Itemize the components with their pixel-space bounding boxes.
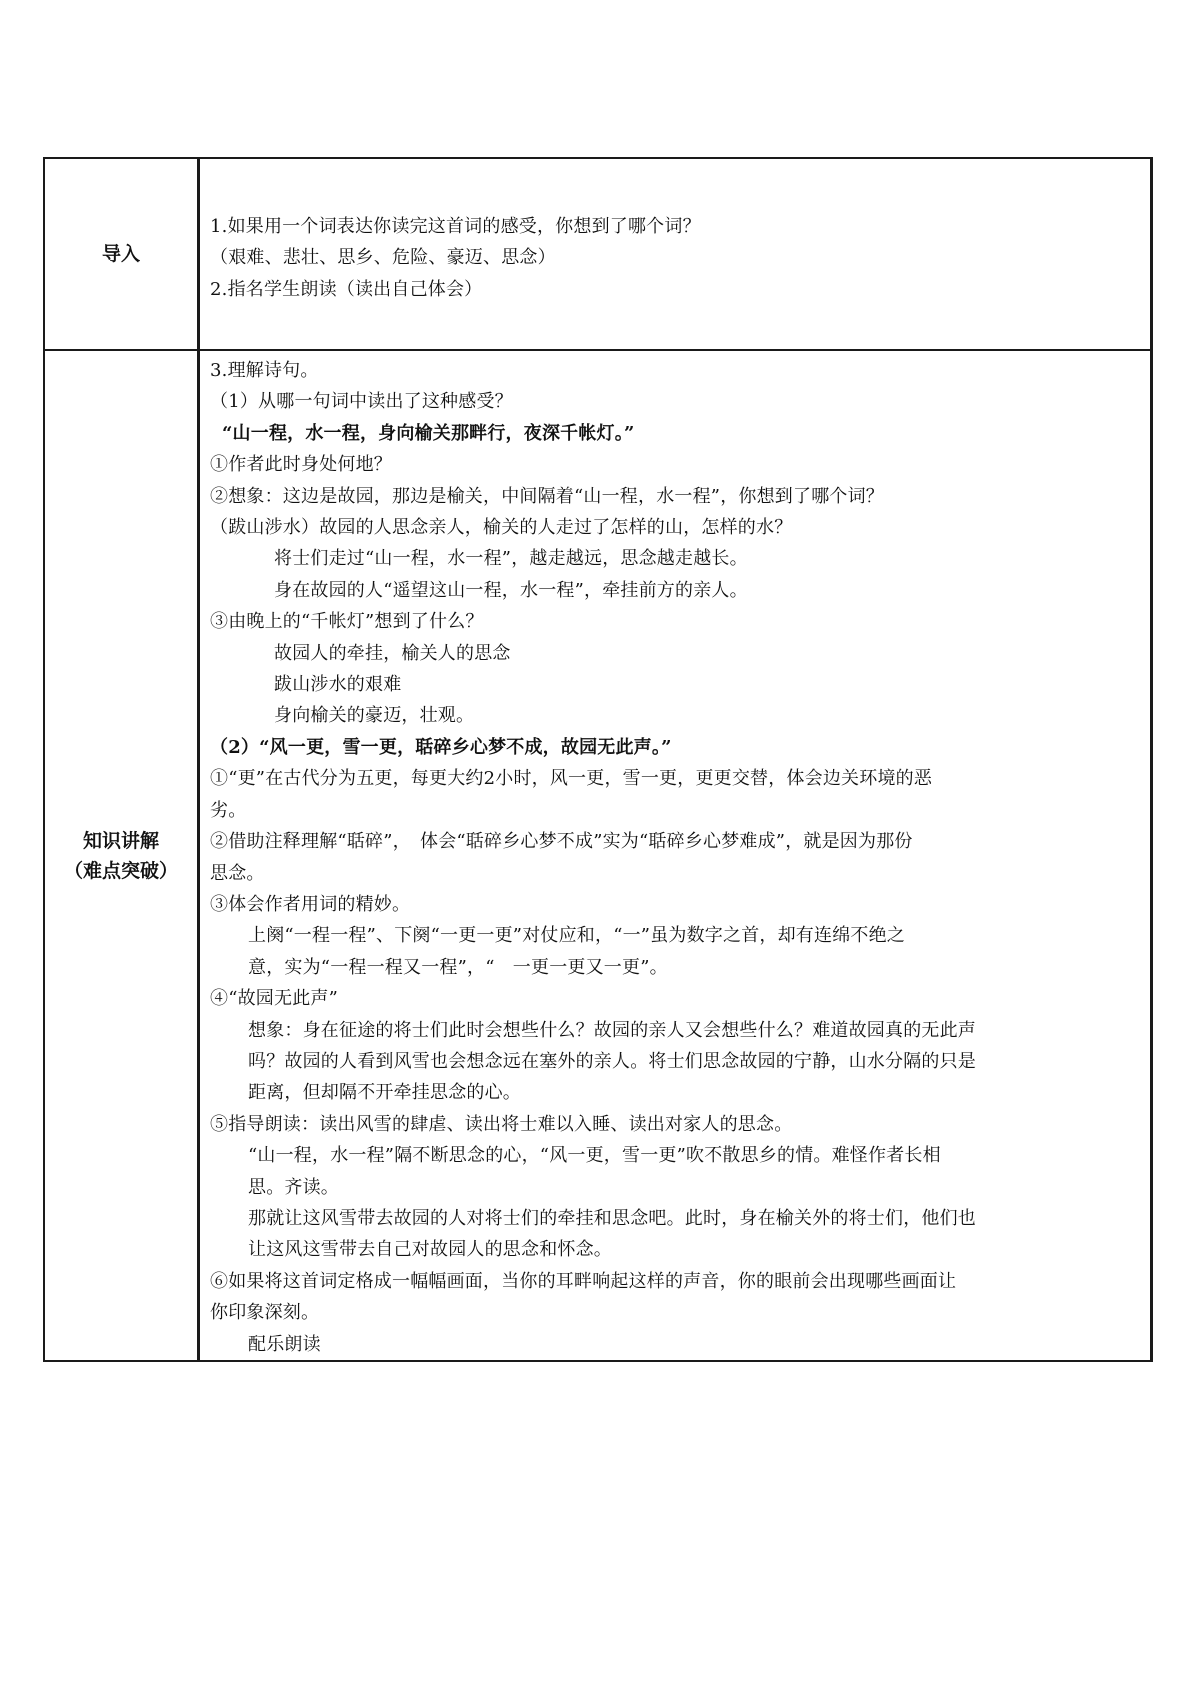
point-2-2-b: 思念。	[210, 862, 265, 884]
intro-content	[200, 159, 1150, 305]
point-2-4-detail-a: 想象：身在征途的将士们此时会想些什么？故园的亲人又会想些什么？难道故园真的无此声	[248, 1019, 976, 1041]
verse-line-1: “山一程，水一程，身向榆关那畔行，夜深千帐灯。”	[222, 422, 635, 444]
point-2-4-detail-b: 吗？故园的人看到风雪也会想念远在塞外的亲人。将士们思念故园的宁静，山水分隔的只是	[248, 1050, 976, 1072]
point-2-3: ③体会作者用词的精妙。	[210, 893, 411, 915]
point-2-2-a: ②借助注释理解“聒碎”， 体会“聒碎乡心梦不成”实为“聒碎乡心梦难成”，就是因为那份	[210, 831, 913, 853]
knowledge-label-cell	[44, 350, 199, 1361]
verse-line-2: （2）“风一更，雪一更，聒碎乡心梦不成，故园无此声。”	[210, 736, 672, 758]
point-2-1-a: ①“更”在古代分为五更，每更大约2小时，风一更，雪一更，更更交替，体会边关环境的恶	[210, 768, 933, 790]
intro-label: 导入	[101, 243, 140, 265]
point-1-1: ①作者此时身处何地？	[210, 454, 392, 476]
intro-line-1: 1.如果用一个词表达你读完这首词的感受，你想到了哪个词？	[210, 216, 701, 237]
intro-line-3: 2.指名学生朗读（读出自己体会）	[210, 278, 483, 300]
point-2-3-detail-a: 上阕“一程一程”、下阕“一更一更”对仗应和，“一”虽为数字之首，却有连绵不绝之	[248, 925, 906, 947]
point-2-5-detail-a: “山一程，水一程”隔不断思念的心，“风一更，雪一更”吹不散思乡的情。难怪作者长相	[248, 1145, 941, 1167]
point-1-2-detail-2: 身在故园的人“遥望这山一程，水一程”，牵挂前方的亲人。	[274, 579, 748, 601]
point-1-2-answer: （跋山涉水）故园的人思念亲人，榆关的人走过了怎样的山，怎样的水？	[210, 517, 793, 539]
knowledge-label-line2: （难点突破）	[63, 859, 178, 882]
closing-activity: 配乐朗读	[248, 1333, 321, 1355]
intro-line-2: （艰难、悲壮、思乡、危险、豪迈、思念）	[210, 247, 556, 269]
knowledge-content-cell	[199, 350, 1152, 1361]
lesson-plan-table	[43, 157, 1153, 1362]
intro-row	[44, 158, 1152, 350]
point-1-3-detail-3: 身向榆关的豪迈，壮观。	[274, 705, 475, 727]
point-2-6-b: 你印象深刻。	[210, 1302, 320, 1324]
point-2-4: ④“故园无此声”	[210, 988, 339, 1010]
point-2-1-b: 劣。	[210, 799, 247, 821]
point-1-2-detail-1: 将士们走过“山一程，水一程”，越走越远，思念越走越长。	[274, 548, 748, 570]
knowledge-content	[200, 351, 1150, 1360]
point-2-6-a: ⑥如果将这首词定格成一幅幅画面，当你的耳畔响起这样的声音，你的眼前会出现哪些画面让	[210, 1270, 957, 1292]
point-2-5-detail-d: 让这风这雪带去自己对故园人的思念和怀念。	[248, 1239, 612, 1261]
knowledge-row	[44, 350, 1152, 1361]
point-2-5: ⑤指导朗读：读出风雪的肆虐、读出将士难以入睡、读出对家人的思念。	[210, 1113, 793, 1135]
point-2-5-detail-b: 思。齐读。	[248, 1176, 339, 1198]
intro-content-cell	[199, 158, 1152, 350]
section-heading: 3.理解诗句。	[210, 360, 319, 381]
question-1: （1）从哪一句词中读出了这种感受？	[210, 391, 513, 413]
point-2-4-detail-c: 距离，但却隔不开牵挂思念的心。	[248, 1082, 521, 1104]
intro-label-cell	[44, 158, 199, 350]
point-1-3: ③由晚上的“千帐灯”想到了什么？	[210, 611, 484, 633]
point-2-3-detail-b: 意，实为“一程一程又一程”，“ 一更一更又一更”。	[248, 956, 668, 978]
knowledge-label-line1: 知识讲解	[82, 829, 159, 852]
point-2-5-detail-c: 那就让这风雪带去故园的人对将士们的牵挂和思念吧。此时，身在榆关外的将士们，他们也	[248, 1207, 976, 1229]
point-1-3-detail-1: 故园人的牵挂，榆关人的思念	[274, 642, 511, 664]
point-1-2: ②想象：这边是故园，那边是榆关，中间隔着“山一程，水一程”，你想到了哪个词？	[210, 485, 885, 507]
point-1-3-detail-2: 跋山涉水的艰难	[274, 674, 402, 696]
